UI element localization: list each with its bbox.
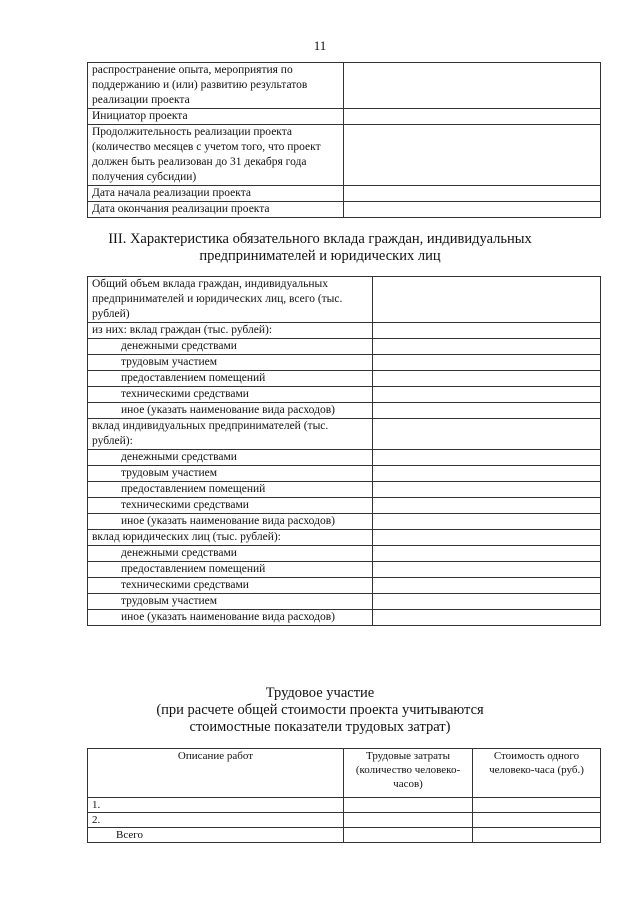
table-row: [88, 466, 601, 482]
page-number: 11: [313, 38, 327, 53]
row-label: распространение опыта, мероприятия по поддержанию и (или) развитию результатов реализации проекта: [88, 63, 344, 109]
row-label: техническими средствами: [88, 498, 373, 514]
value-cell[interactable]: [373, 323, 601, 339]
table-row: [88, 109, 601, 125]
table-row: [88, 371, 601, 387]
value-cell[interactable]: [373, 562, 601, 578]
row-label: вклад юридических лиц (тыс. рублей):: [88, 530, 373, 546]
table-row: [88, 813, 601, 828]
row-label: предоставлением помещений: [88, 482, 373, 498]
value-cell[interactable]: [344, 798, 473, 813]
table-header-row: [88, 749, 601, 798]
labor-title-line: Трудовое участие: [265, 685, 375, 701]
row-label: техническими средствами: [88, 578, 373, 594]
value-cell[interactable]: [344, 186, 601, 202]
row-label: Дата окончания реализации проекта: [88, 202, 344, 218]
row-label: денежными средствами: [88, 450, 373, 466]
value-cell[interactable]: [473, 828, 601, 843]
value-cell[interactable]: [373, 355, 601, 371]
row-label: трудовым участием: [88, 355, 373, 371]
value-cell[interactable]: [373, 371, 601, 387]
value-cell[interactable]: [373, 610, 601, 626]
labor-table: [87, 748, 601, 843]
row-label: иное (указать наименование вида расходов): [88, 610, 373, 626]
table-row: [88, 403, 601, 419]
table-row: [88, 578, 601, 594]
column-header: Стоимость одного человеко-часа (руб.): [473, 749, 601, 798]
table-row: [88, 387, 601, 403]
table-row: [88, 530, 601, 546]
row-label: предоставлением помещений: [88, 371, 373, 387]
value-cell[interactable]: [373, 419, 601, 450]
row-label: из них: вклад граждан (тыс. рублей):: [88, 323, 373, 339]
row-label: иное (указать наименование вида расходов): [88, 403, 373, 419]
value-cell[interactable]: [373, 482, 601, 498]
value-cell[interactable]: [473, 813, 601, 828]
value-cell[interactable]: [373, 594, 601, 610]
table-row: [88, 355, 601, 371]
table-row: [88, 339, 601, 355]
value-cell[interactable]: [373, 387, 601, 403]
labor-title: [0, 685, 640, 736]
column-header: Трудовые затраты (количество человеко-часов): [344, 749, 473, 798]
table-row: [88, 594, 601, 610]
table-row: [88, 798, 601, 813]
value-cell[interactable]: [344, 828, 473, 843]
value-cell[interactable]: [344, 813, 473, 828]
row-label: техническими средствами: [88, 387, 373, 403]
value-cell[interactable]: [373, 277, 601, 323]
project-info-table: [87, 62, 601, 218]
row-label: трудовым участием: [88, 594, 373, 610]
table-row: [88, 562, 601, 578]
row-label: 2.: [88, 813, 344, 828]
value-cell[interactable]: [373, 530, 601, 546]
table-row: [88, 514, 601, 530]
table-row: [88, 419, 601, 450]
value-cell[interactable]: [373, 339, 601, 355]
table-row: [88, 828, 601, 843]
value-cell[interactable]: [373, 546, 601, 562]
section-title-line: предпринимателей и юридических лиц: [199, 248, 441, 264]
table-row: [88, 450, 601, 466]
section-title: [0, 231, 640, 265]
value-cell[interactable]: [473, 798, 601, 813]
section-title-line: III. Характеристика обязательного вклада граждан, индивидуальных: [108, 231, 532, 247]
row-label: Инициатор проекта: [88, 109, 344, 125]
value-cell[interactable]: [344, 109, 601, 125]
labor-title-line: (при расчете общей стоимости проекта учитываются: [156, 702, 484, 718]
contribution-table: [87, 276, 601, 626]
table-row: [88, 498, 601, 514]
table-row: [88, 482, 601, 498]
table-row: [88, 610, 601, 626]
row-label: денежными средствами: [88, 339, 373, 355]
value-cell[interactable]: [373, 514, 601, 530]
row-label: вклад индивидуальных предпринимателей (тыс. рублей):: [88, 419, 373, 450]
row-label: иное (указать наименование вида расходов): [88, 514, 373, 530]
value-cell[interactable]: [373, 450, 601, 466]
row-label: Дата начала реализации проекта: [88, 186, 344, 202]
row-label: денежными средствами: [88, 546, 373, 562]
row-label: предоставлением помещений: [88, 562, 373, 578]
table-row: [88, 277, 601, 323]
labor-title-line: стоимостные показатели трудовых затрат): [189, 719, 451, 735]
value-cell[interactable]: [344, 63, 601, 109]
row-label: 1.: [88, 798, 344, 813]
table-row: [88, 323, 601, 339]
value-cell[interactable]: [344, 202, 601, 218]
row-label: Всего: [88, 828, 344, 843]
value-cell[interactable]: [373, 578, 601, 594]
value-cell[interactable]: [373, 403, 601, 419]
value-cell[interactable]: [373, 466, 601, 482]
row-label: Общий объем вклада граждан, индивидуальных предпринимателей и юридических лиц, всего (тыс. рублей): [88, 277, 373, 323]
table-row: [88, 125, 601, 186]
table-row: [88, 63, 601, 109]
table-row: [88, 202, 601, 218]
value-cell[interactable]: [373, 498, 601, 514]
table-row: [88, 186, 601, 202]
column-header: Описание работ: [88, 749, 344, 798]
row-label: Продолжительность реализации проекта (количество месяцев с учетом того, что проект должен быть реализован до 31 декабря года получения субсидии): [88, 125, 344, 186]
value-cell[interactable]: [344, 125, 601, 186]
table-row: [88, 546, 601, 562]
row-label: трудовым участием: [88, 466, 373, 482]
